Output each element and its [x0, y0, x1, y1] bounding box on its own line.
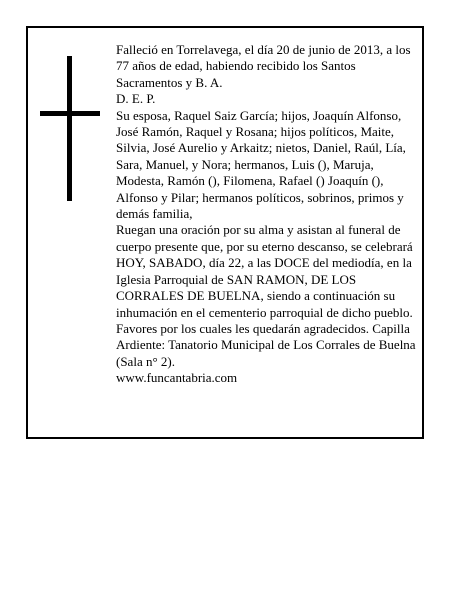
cross-horizontal-bar	[40, 111, 100, 116]
obituary-notice	[26, 26, 424, 439]
death-announcement: Falleció en Torrelavega, el día 20 de junio de 2013, a los 77 años de edad, habiendo recibido los Santos Sacramentos y B. A.	[116, 42, 411, 90]
funeral-details: Ruegan una oración por su alma y asistan al funeral de cuerpo presente que, por su eterno descanso, se celebrará HOY, SABADO, día 22, a las DOCE del mediodía, en la Iglesia Parroquial de SAN RAMON, DE LOS CORRALES DE BUELNA, siendo a continuación su inhumación en el cementerio parroquial de dicho pueblo. Favores por los cuales les quedarán agradecidos. Capilla Ardiente: Tanatorio Municipal de Los Corrales de Buelna (Sala n° 2).	[116, 222, 416, 369]
website-text: www.funcantabria.com	[116, 370, 238, 386]
cross-icon	[40, 56, 100, 201]
family-list: Su esposa, Raquel Saiz García; hijos, Joaquín Alfonso, José Ramón, Raquel y Rosana; hijos políticos, Maite, Silvia, José Aurelio y Arkaitz; nietos, Daniel, Raúl, Lía, Sara, Manuel, y Nora; hermanos, Luis (), Maruja, Modesta, Ramón (), Filomena, Rafael () Joaquín (), Alfonso y Pilar; hermanos políticos, sobrinos, primos y demás familia,	[116, 107, 406, 222]
cross-vertical-bar	[67, 56, 72, 201]
obituary-text	[116, 42, 421, 387]
rip-line: D. E. P.	[116, 91, 156, 107]
